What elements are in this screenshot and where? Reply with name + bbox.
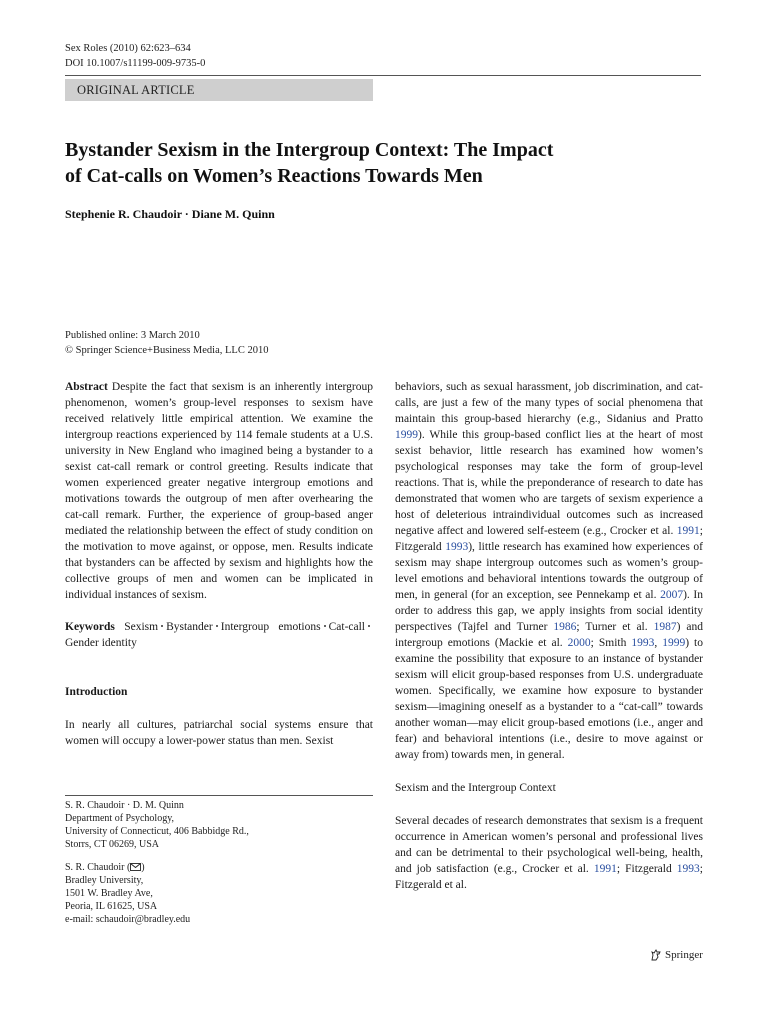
- affiliation-rule: [65, 795, 373, 796]
- keyword: Sexism: [124, 621, 159, 633]
- subsection-heading: Sexism and the Intergroup Context: [395, 782, 556, 794]
- body-paragraph-2: [395, 813, 703, 893]
- authors: Stephenie R. Chaudoir · Diane M. Quinn: [65, 207, 275, 221]
- corresponding-author: S. R. Chaudoir ( ): [65, 862, 145, 873]
- body-text: ; Turner et al.: [576, 621, 654, 633]
- abstract-label: Abstract: [65, 381, 108, 393]
- citation-link[interactable]: 1987: [653, 621, 677, 633]
- citation-link[interactable]: 1991: [593, 863, 617, 875]
- body-text: ,: [654, 637, 663, 649]
- citation-link[interactable]: 2007: [660, 589, 684, 601]
- abstract: [65, 379, 373, 603]
- title-line-1: Bystander Sexism in the Intergroup Context: The Impact: [65, 139, 554, 161]
- introduction-text: In nearly all cultures, patriarchal social systems ensure that women will occupy a lower-power status than men. Sexist: [65, 719, 373, 747]
- keywords: [65, 619, 373, 651]
- affiliation-line: Bradley University,: [65, 875, 144, 886]
- publication-info: [65, 328, 268, 358]
- citation-link[interactable]: 2000: [567, 637, 591, 649]
- section-heading-introduction: Introduction: [65, 686, 128, 698]
- keyword: Intergroup emotions: [220, 621, 321, 633]
- citation-link[interactable]: 1991: [676, 525, 700, 537]
- affiliation-line: S. R. Chaudoir · D. M. Quinn: [65, 800, 184, 811]
- body-text: ; Fitzgerald: [616, 863, 677, 875]
- doi[interactable]: DOI 10.1007/s11199-009-9735-0: [65, 58, 206, 69]
- body-text: ). In order to address this gap, we apply insights from social identity perspectives (Tajfel and Turner: [395, 589, 703, 633]
- citation-link[interactable]: 1993: [676, 863, 700, 875]
- corresponding-author-name: S. R. Chaudoir: [65, 862, 125, 873]
- body-text: ), little research has examined how experiences of sexism may shape intergroup outcomes such as women’s group-level emotions and behavioral intentions towards the outgroup of men, in general (for an exception, see Pennekamp et al.: [395, 541, 703, 601]
- springer-horse-icon: [650, 949, 662, 961]
- affiliation-line: 1501 W. Bradley Ave,: [65, 888, 153, 899]
- published-online: Published online: 3 March 2010: [65, 330, 200, 341]
- citation-link[interactable]: 1999: [395, 429, 418, 441]
- article-type-badge: ORIGINAL ARTICLE: [65, 79, 373, 101]
- citation-link[interactable]: 1993: [445, 541, 469, 553]
- affiliation-line: Peoria, IL 61625, USA: [65, 901, 158, 912]
- body-text: ; Fitzgerald: [395, 525, 703, 553]
- affiliation-line: Department of Psychology,: [65, 813, 175, 824]
- envelope-icon: [130, 863, 141, 871]
- body-text: behaviors, such as sexual harassment, job discrimination, and cat-calls, are just a few of the many types of social phenomena that maintain this group-based hierarchy (e.g., Sidanius and Pratto: [395, 381, 703, 425]
- email-link[interactable]: e-mail: schaudoir@bradley.edu: [65, 914, 191, 925]
- publisher-logo: [650, 949, 703, 961]
- journal-reference: Sex Roles (2010) 62:623–634: [65, 43, 191, 54]
- keyword: Cat-call: [328, 621, 366, 633]
- keyword: Bystander: [166, 621, 213, 633]
- body-paragraph-1: [395, 379, 703, 763]
- citation-link[interactable]: 1999: [662, 637, 686, 649]
- keyword: Gender identity: [65, 637, 137, 649]
- copyright: © Springer Science+Business Media, LLC 2010: [65, 345, 269, 356]
- body-text: ) to examine the possibility that exposure to an instance of bystander sexism will elicit group-based responses from U.S. undergraduate women. Specifically, we examine how exposure to bystander sexism—imagining oneself as a bystander to a “cat-call” towards another woman—may elicit group-based emotions (i.e., anger and fear) and behavioral intentions (i.e., desire to move against or away from) towards men, in general.: [395, 637, 703, 761]
- title-line-2: of Cat-calls on Women’s Reactions Towards Men: [65, 165, 483, 187]
- keyword-separator: [368, 625, 370, 627]
- body-text: Several decades of research demonstrates that sexism is a frequent occurrence in American women’s personal and professional lives and can be detrimental to their psychological well-being, health, and job satisfaction (e.g., Crocker et al.: [395, 815, 703, 875]
- citation-link[interactable]: 1993: [631, 637, 655, 649]
- header-rule: [65, 75, 701, 76]
- body-text: ; Fitzgerald et al.: [395, 863, 703, 891]
- affiliation-block-2: [65, 861, 190, 926]
- body-text: ). While this group-based conflict lies at the heart of most sexist behavior, little research has examined how women’s psychological responses may take the form of group-level reactions. That is, while the preponderance of research to date has demonstrated that women who are targets of sexism experience a host of deleterious intraindividual outcomes such as increased negative affect and lowered self-esteem (e.g., Crocker et al.: [395, 429, 703, 537]
- affiliation-line: Storrs, CT 06269, USA: [65, 839, 159, 850]
- keywords-label: Keywords: [65, 621, 115, 633]
- abstract-text: Despite the fact that sexism is an inherently intergroup phenomenon, women’s group-level responses to sexism have received relatively little empirical attention. We examine the intergroup reactions experienced by 114 female students at a U.S. university in New England who imagined being a bystander to a sexist cat-call remark or control greeting. Results indicate that women experienced greater negative intergroup emotions and motivations towards the outgroup of men after overhearing the cat-call remark. Further, the experience of group-based anger mediated the relationship between the effect of study condition on the motivation to move against, or oppose, men. Results indicate that bystanders can be affected by sexism and highlights how the collective groups of men and women can be implicated in individual instances of sexism.: [65, 381, 374, 601]
- keyword-separator: [216, 625, 218, 627]
- body-text: ; Smith: [590, 637, 632, 649]
- affiliation-block-1: [65, 799, 249, 851]
- keyword-separator: [324, 625, 326, 627]
- article-title: [65, 137, 705, 189]
- affiliation-line: University of Connecticut, 406 Babbidge Rd.,: [65, 826, 249, 837]
- right-column: [395, 379, 703, 893]
- body-text: ) and intergroup emotions (Mackie et al.: [395, 621, 703, 649]
- left-column: [65, 379, 373, 749]
- keyword-separator: [161, 625, 163, 627]
- publisher-name: Springer: [665, 949, 703, 961]
- citation-link[interactable]: 1986: [553, 621, 577, 633]
